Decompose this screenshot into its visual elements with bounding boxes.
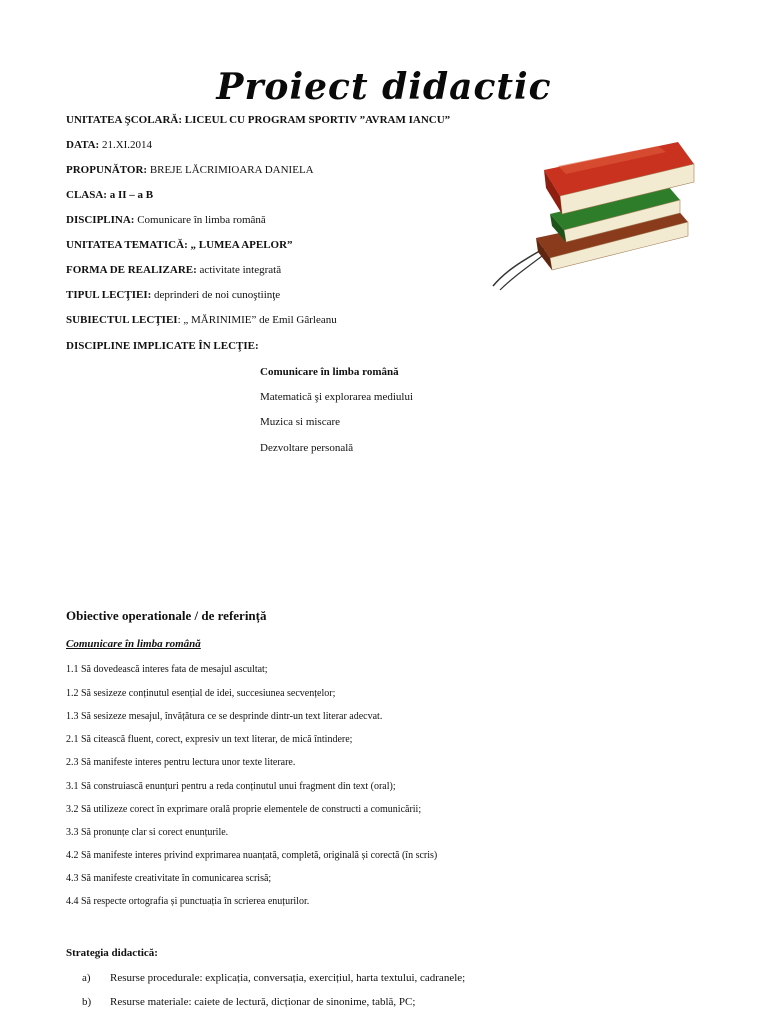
objectives-subject: Comunicare în limba română <box>66 638 201 650</box>
header-line-form: FORMA DE REALIZARE: activitate integrată <box>66 264 282 276</box>
objective-item: 2.1 Să citească fluent, corect, expresiv un text literar, de mică întindere; <box>66 734 353 745</box>
header-line-disciplines: DISCIPLINE IMPLICATE ÎN LECŢIE: <box>66 340 259 352</box>
objectives-heading: Obiective operationale / de referință <box>66 608 267 623</box>
header-line-school: UNITATEA ŞCOLARĂ: LICEUL CU PROGRAM SPORTIV ”AVRAM IANCU” <box>66 114 451 126</box>
objective-item: 3.2 Să utilizeze corect în exprimare orală proprie elementele de constructi a comunicării; <box>66 804 422 815</box>
discipline-item: Muzica si miscare <box>260 416 341 428</box>
header-line-unit: UNITATEA TEMATICĂ: „ LUMEA APELOR” <box>66 239 293 251</box>
objective-item: 4.2 Să manifeste interes privind exprimarea nuanțată, completă, originală și corectă (în scris) <box>66 850 438 861</box>
header-line-discipline: DISCIPLINA: Comunicare în limba română <box>66 214 266 226</box>
strategy-item: a) Resurse procedurale: explicația, conversația, exercițiul, harta textului, cadranele; <box>82 972 466 984</box>
header-line-subject: SUBIECTUL LECŢIEI: „ MĂRINIMIE” de Emil Gârleanu <box>66 314 337 326</box>
discipline-item: Matematică şi explorarea mediului <box>260 391 414 403</box>
objective-item: 1.2 Să sesizeze conținutul esențial de idei, succesiunea secvențelor; <box>66 688 336 699</box>
objective-item: 1.3 Să sesizeze mesajul, învățătura ce se desprinde dintr-un text literar adecvat. <box>66 711 383 722</box>
objective-item: 2.3 Să manifeste interes pentru lectura unor texte literare. <box>66 757 296 768</box>
header-line-teacher: PROPUNĂTOR: BREJE LĂCRIMIOARA DANIELA <box>66 164 314 176</box>
header-line-class: CLASA: a II – a B <box>66 189 154 201</box>
header-line-lesson-type: TIPUL LECŢIEI: deprinderi de noi cunoştiinţe <box>66 289 281 301</box>
objective-item: 4.4 Să respecte ortografia și punctuația în scrierea enuțurilor. <box>66 896 310 907</box>
objective-item: 3.1 Să construiască enunțuri pentru a reda conținutul unui fragment din text (oral); <box>66 781 396 792</box>
page-title: Proiect didactic <box>216 66 552 108</box>
books-illustration <box>488 118 713 298</box>
objective-item: 1.1 Să dovedească interes fata de mesajul ascultat; <box>66 664 268 675</box>
strategy-heading: Strategia didactică: <box>66 947 158 959</box>
discipline-item: Comunicare în limba română <box>260 366 399 378</box>
strategy-item: b) Resurse materiale: caiete de lectură, dicționar de sinonime, tablă, PC; <box>82 996 416 1008</box>
discipline-item: Dezvoltare personală <box>260 442 354 454</box>
objective-item: 4.3 Să manifeste creativitate în comunicarea scrisă; <box>66 873 272 884</box>
objective-item: 3.3 Să pronunțe clar si corect enunțurile. <box>66 827 229 838</box>
header-line-date: DATA: 21.XI.2014 <box>66 139 153 151</box>
